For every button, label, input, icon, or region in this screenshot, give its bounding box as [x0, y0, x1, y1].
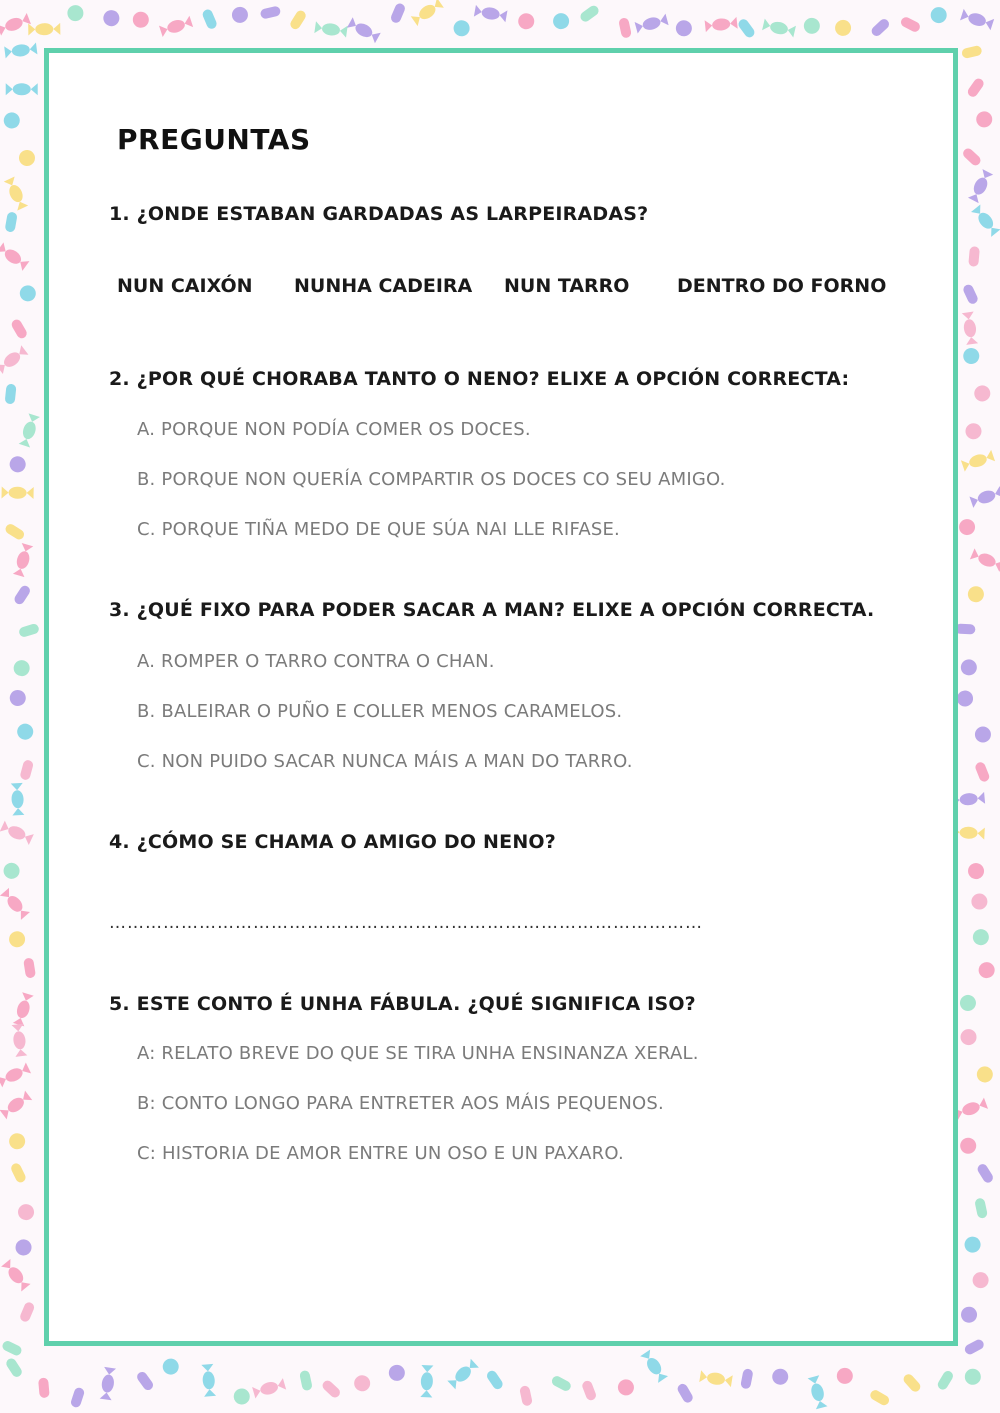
candy-icon: [740, 1368, 754, 1390]
q2-option-c[interactable]: C. PORQUE TIÑA MEDO DE QUE SÚA NAI LLE RIFASE.: [137, 519, 620, 540]
candy-icon: [18, 623, 40, 638]
page-title: PREGUNTAS: [117, 123, 311, 156]
candy-icon: [834, 1365, 857, 1388]
candy-icon: [4, 1357, 23, 1379]
candy-icon: [18, 284, 37, 303]
candy-icon: [615, 1376, 637, 1398]
candy-icon: [976, 111, 993, 128]
candy-icon: [963, 1338, 985, 1356]
candy-icon: [289, 9, 308, 31]
q2-option-a[interactable]: A. PORQUE NON PODÍA COMER OS DOCES.: [137, 419, 531, 440]
candy-icon: [640, 1350, 668, 1383]
candy-icon: [19, 413, 40, 447]
candy-icon: [13, 543, 33, 577]
candy-icon: [705, 17, 738, 32]
candy-icon: [958, 656, 980, 678]
q1-choice-2[interactable]: NUNHA CADEIRA: [294, 275, 473, 297]
candy-icon: [902, 1372, 923, 1394]
candy-icon: [966, 77, 986, 99]
candy-icon: [962, 312, 978, 345]
candy-icon: [801, 15, 824, 38]
candy-icon: [1, 1259, 30, 1291]
question-1: 1. ¿ONDE ESTABAN GARDADAS AS LARPEIRADAS?: [109, 203, 649, 225]
question-2: 2. ¿POR QUÉ CHORABA TANTO O NENO? ELIXE A OPCIÓN CORRECTA:: [109, 368, 850, 390]
candy-icon: [971, 383, 993, 405]
candy-icon: [974, 1197, 988, 1219]
candy-icon: [954, 1098, 988, 1120]
candy-icon: [618, 17, 632, 39]
candy-icon: [931, 7, 947, 23]
candy-icon: [230, 1385, 253, 1408]
candy-icon: [960, 9, 994, 30]
candy-icon: [975, 726, 991, 742]
candy-icon: [969, 1269, 992, 1292]
candy-icon: [314, 21, 347, 37]
candy-icon: [762, 19, 796, 38]
candy-icon: [0, 821, 34, 845]
candy-icon: [958, 993, 978, 1013]
candy-icon: [13, 659, 31, 677]
candy-icon: [772, 1368, 789, 1385]
candy-icon: [11, 783, 25, 816]
candy-icon: [956, 516, 979, 539]
candy-icon: [260, 5, 282, 19]
candy-icon: [386, 1362, 409, 1385]
candy-icon: [958, 1135, 979, 1156]
candy-icon: [971, 927, 991, 947]
candy-icon: [899, 15, 921, 33]
candy-icon: [13, 584, 32, 606]
candy-icon: [974, 761, 991, 783]
candy-icon: [135, 1370, 155, 1392]
candy-icon: [676, 1382, 695, 1404]
candy-icon: [961, 450, 995, 472]
candy-icon: [962, 1366, 985, 1389]
candy-icon: [18, 149, 36, 167]
candy-icon: [968, 890, 991, 913]
candy-icon: [581, 1379, 598, 1401]
q3-option-b[interactable]: B. BALEIRAR O PUÑO E COLLER MENOS CARAMELOS.: [137, 701, 623, 722]
candy-icon: [550, 1374, 572, 1392]
candy-icon: [6, 83, 38, 95]
candy-icon: [2, 486, 34, 499]
candy-icon: [0, 242, 29, 271]
candy-icon: [10, 1162, 28, 1184]
candy-icon: [737, 17, 757, 39]
candy-icon: [201, 8, 218, 30]
question-4: 4. ¿CÓMO SE CHAMA O AMIGO DO NENO?: [109, 831, 557, 853]
candy-icon: [38, 1377, 50, 1398]
candy-icon: [447, 1359, 479, 1390]
candy-icon: [252, 1378, 286, 1398]
candy-icon: [411, 0, 444, 26]
candy-icon: [967, 862, 986, 881]
candy-icon: [389, 2, 406, 24]
candy-icon: [1, 1339, 23, 1357]
worksheet-page: [44, 48, 958, 1346]
candy-icon: [7, 454, 28, 475]
candy-icon: [808, 1375, 828, 1409]
candy-icon: [420, 1365, 433, 1397]
candy-icon: [962, 283, 980, 305]
q3-option-c[interactable]: C. NON PUIDO SACAR NUNCA MÁIS A MAN DO TARRO.: [137, 751, 633, 772]
candy-icon: [101, 8, 122, 29]
candy-icon: [969, 486, 1000, 508]
q4-answer-line[interactable]: ………………………………………………………………………………………: [109, 913, 703, 933]
q3-option-a[interactable]: A. ROMPER O TARRO CONTRA O CHAN.: [137, 651, 495, 672]
candy-icon: [15, 1238, 33, 1256]
q5-option-b[interactable]: B: CONTO LONGO PARA ENTRETER AOS MÁIS PEQUENOS.: [137, 1093, 664, 1114]
candy-icon: [936, 1369, 955, 1391]
candy-icon: [0, 888, 30, 920]
candy-icon: [19, 759, 34, 781]
candy-icon: [100, 1367, 116, 1400]
candy-icon: [869, 1388, 891, 1407]
candy-icon: [321, 1379, 342, 1400]
question-5: 5. ESTE CONTO É UNHA FÁBULA. ¿QUÉ SIGNIFICA ISO?: [109, 993, 696, 1015]
candy-icon: [159, 1355, 181, 1377]
candy-icon: [2, 111, 22, 131]
candy-icon: [519, 1385, 533, 1407]
candy-icon: [0, 13, 31, 36]
candy-icon: [0, 345, 28, 374]
candy-icon: [15, 1201, 37, 1223]
candy-icon: [515, 10, 537, 32]
candy-icon: [4, 177, 28, 211]
candy-icon: [347, 17, 381, 43]
candy-icon: [0, 1063, 31, 1088]
candy-icon: [70, 1386, 86, 1408]
candy-icon: [834, 19, 852, 37]
candy-icon: [977, 961, 996, 980]
q1-choice-3[interactable]: NUN TARRO: [504, 275, 630, 297]
candy-icon: [12, 1024, 28, 1057]
candy-icon: [960, 1029, 976, 1045]
candy-icon: [956, 690, 974, 708]
candy-icon: [870, 17, 891, 38]
candy-icon: [299, 1370, 313, 1392]
candy-icon: [0, 1091, 32, 1120]
q1-choice-4[interactable]: DENTRO DO FORNO: [677, 275, 887, 297]
candy-icon: [961, 146, 982, 167]
candy-icon: [966, 584, 987, 605]
candy-icon: [0, 860, 22, 882]
candy-icon: [474, 5, 508, 22]
candy-icon: [4, 43, 37, 59]
candy-icon: [959, 1305, 978, 1324]
q5-option-a[interactable]: A: RELATO BREVE DO QUE SE TIRA UNHA ENSINANZA XERAL.: [137, 1043, 699, 1064]
candy-icon: [961, 45, 983, 59]
candy-icon: [673, 17, 695, 39]
candy-icon: [4, 211, 17, 232]
candy-icon: [19, 1301, 36, 1323]
candy-icon: [968, 169, 993, 203]
candy-icon: [10, 318, 29, 340]
candy-icon: [28, 23, 60, 36]
candy-icon: [976, 1162, 995, 1184]
candy-icon: [6, 928, 28, 950]
q1-choice-1[interactable]: NUN CAIXÓN: [117, 275, 253, 297]
candy-icon: [8, 688, 28, 708]
candy-icon: [201, 1364, 216, 1397]
candy-icon: [974, 1063, 996, 1085]
candy-icon: [229, 4, 252, 27]
candy-icon: [5, 384, 17, 405]
candy-icon: [351, 1372, 373, 1394]
candy-icon: [15, 721, 36, 742]
q5-option-c[interactable]: C: HISTORIA DE AMOR ENTRE UN OSO E UN PAXARO.: [137, 1143, 624, 1164]
candy-icon: [64, 2, 87, 25]
candy-icon: [971, 205, 1000, 237]
candy-icon: [8, 1132, 27, 1151]
candy-icon: [963, 420, 985, 442]
candy-icon: [699, 1370, 732, 1387]
candy-icon: [961, 345, 982, 366]
candy-icon: [970, 548, 1000, 572]
candy-icon: [452, 19, 471, 38]
candy-icon: [578, 4, 600, 24]
candy-icon: [968, 246, 980, 267]
candy-icon: [4, 522, 26, 541]
candy-icon: [635, 14, 669, 34]
candy-icon: [551, 12, 570, 31]
candy-icon: [132, 11, 149, 28]
candy-icon: [159, 16, 193, 37]
candy-icon: [23, 957, 36, 978]
candy-icon: [955, 624, 975, 635]
question-3: 3. ¿QUÉ FIXO PARA PODER SACAR A MAN? ELIXE A OPCIÓN CORRECTA.: [109, 599, 875, 621]
candy-icon: [962, 1234, 983, 1255]
candy-icon: [485, 1369, 504, 1391]
candy-icon: [13, 992, 34, 1026]
q2-option-b[interactable]: B. PORQUE NON QUERÍA COMPARTIR OS DOCES CO SEU AMIGO.: [137, 469, 726, 490]
